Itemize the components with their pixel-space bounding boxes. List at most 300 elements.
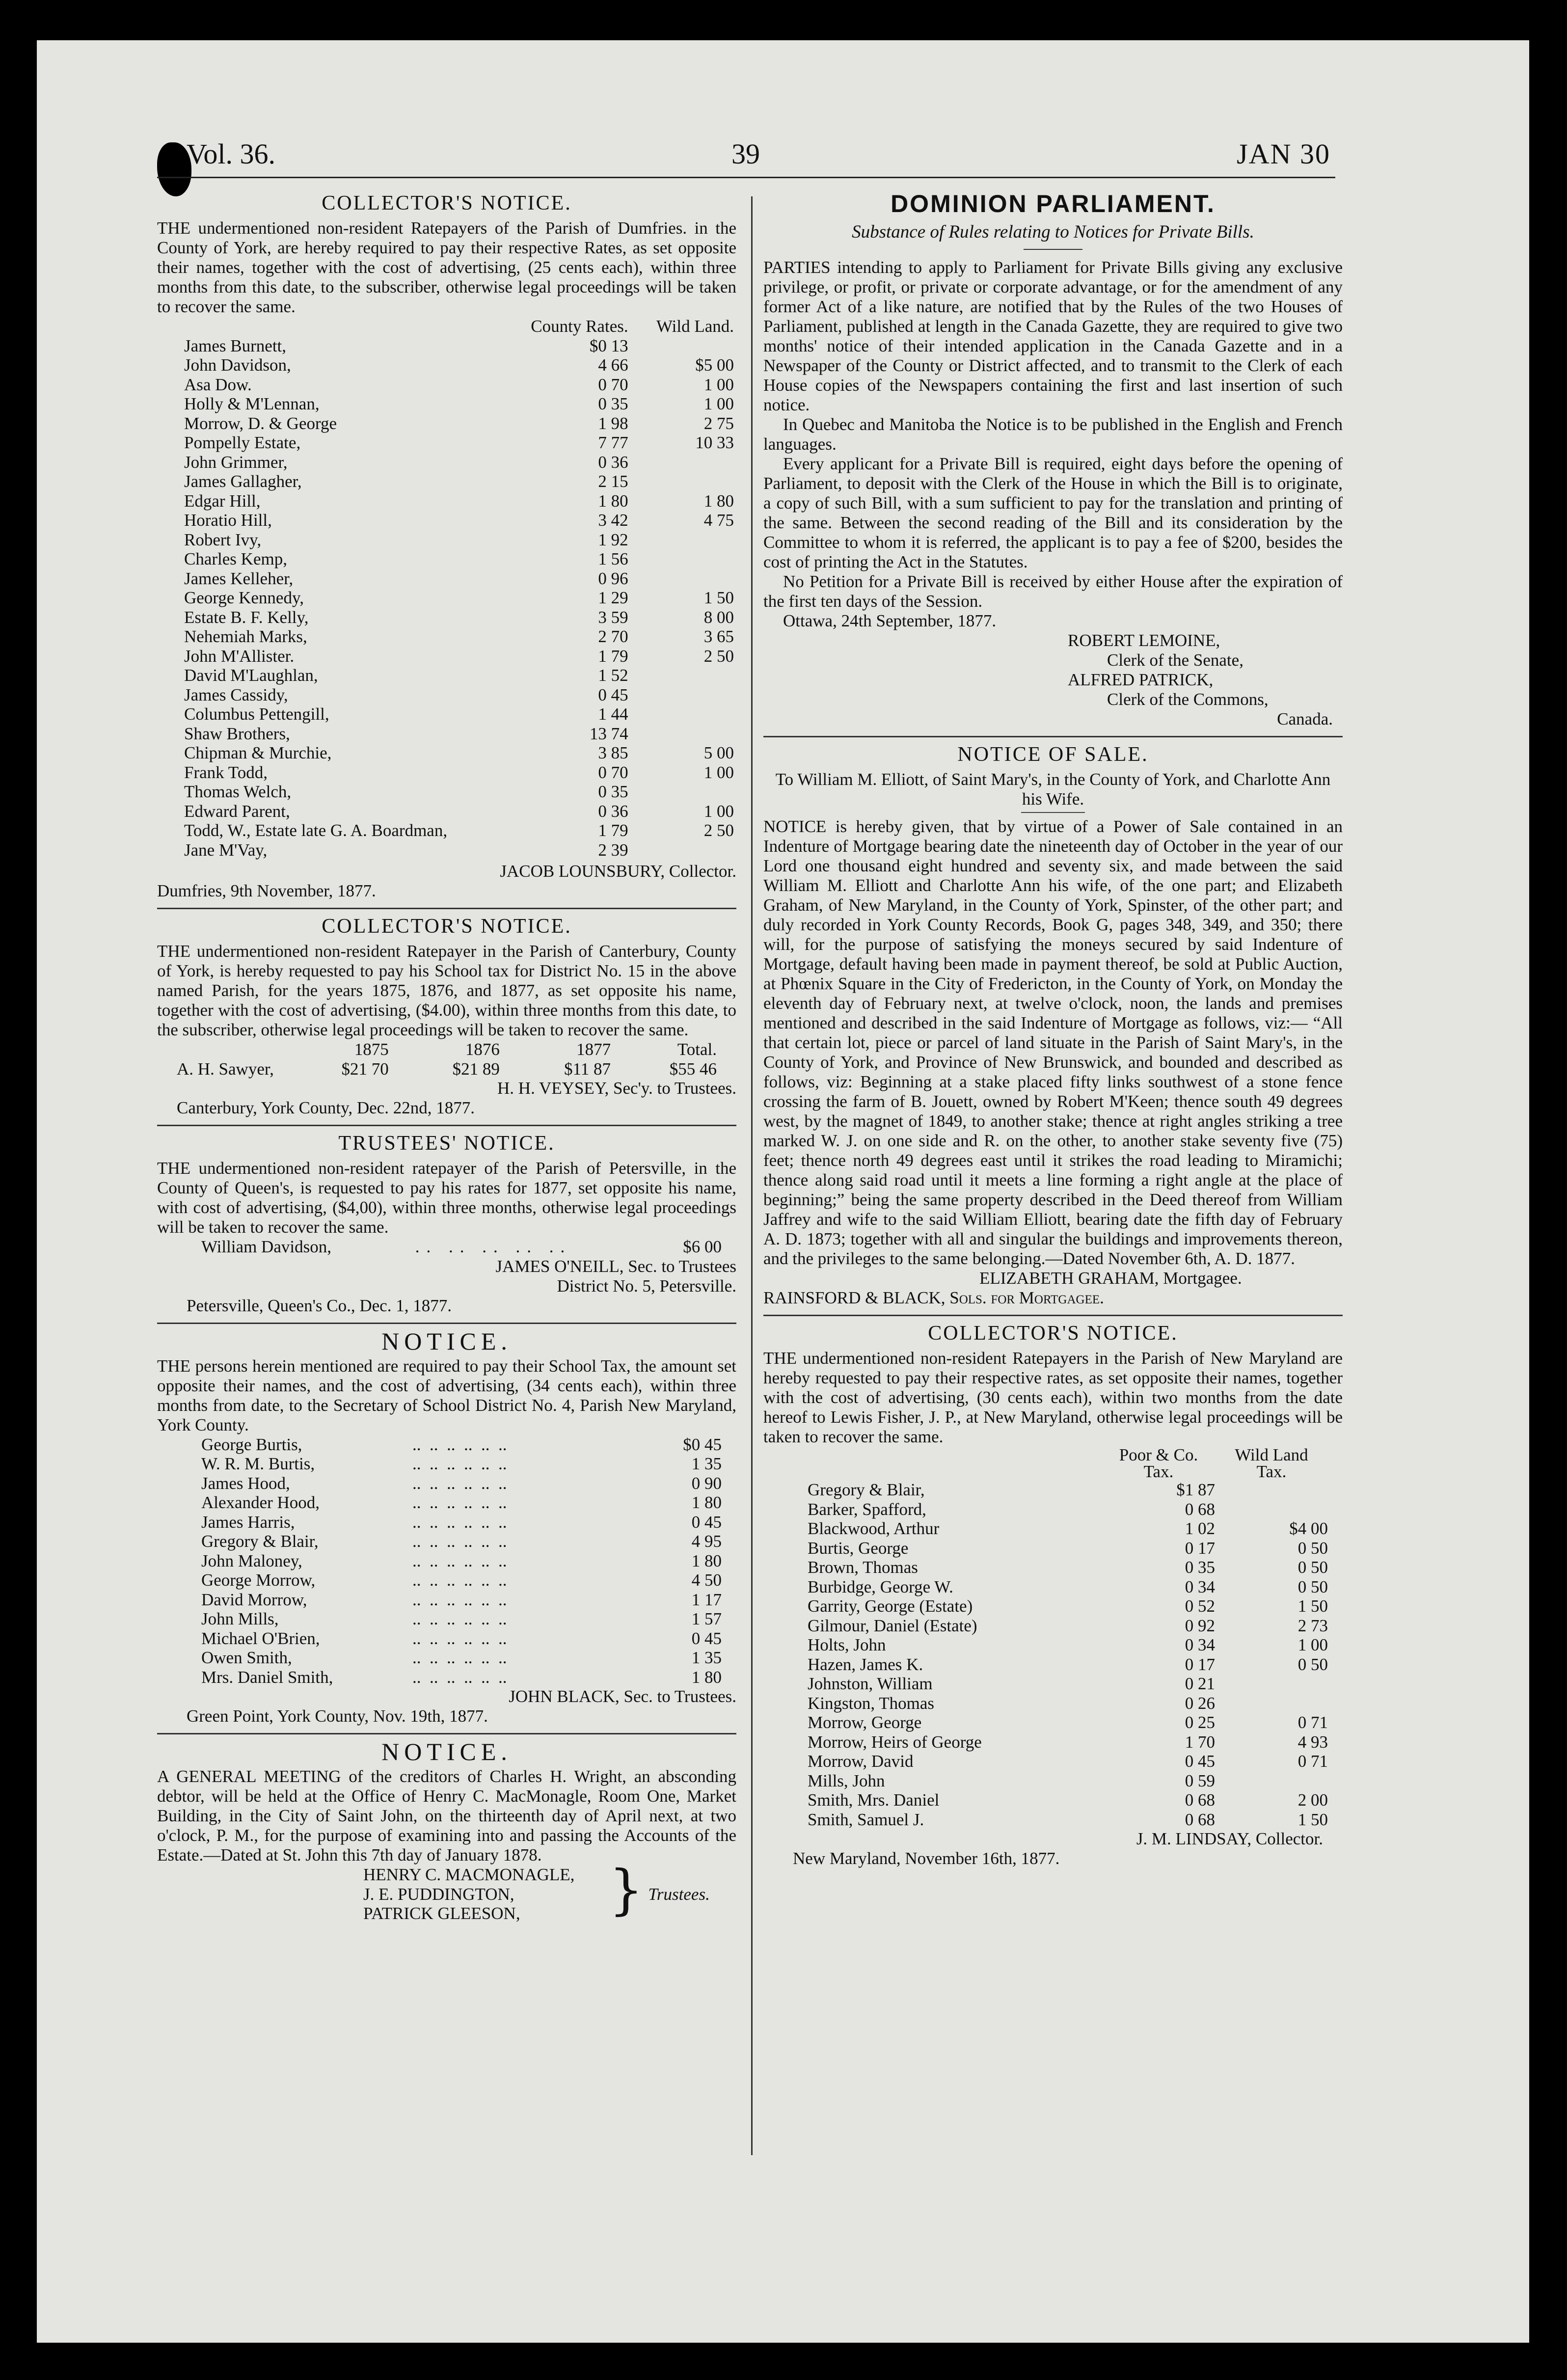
collector-notice-new-maryland: [763, 1322, 1343, 1868]
table-row: [808, 1732, 1328, 1752]
county-rate: 7 77: [598, 433, 628, 452]
ratepayer-name: David Morrow,: [201, 1590, 307, 1609]
table-row: [184, 627, 734, 647]
wild-land-rate: [628, 530, 734, 550]
table-row: [808, 1577, 1328, 1597]
ratepayer-name: James Harris,: [201, 1512, 295, 1532]
leader-dots: .. .. .. .. .. ..: [412, 1590, 507, 1609]
ratepayer-name: Estate B. F. Kelly,: [184, 607, 309, 627]
poor-tax: 0 17: [1185, 1654, 1215, 1674]
county-rate: 0 36: [598, 452, 628, 472]
poor-tax: 0 34: [1185, 1635, 1215, 1654]
tax-amount: $11 87: [564, 1059, 611, 1079]
table-row: [184, 414, 734, 433]
tax-amount: 1 80: [691, 1493, 722, 1512]
leader-dots: .. .. .. .. .. ..: [412, 1570, 507, 1590]
county-rate: 2 39: [598, 840, 628, 860]
received-date-stamp: JAN 30: [1237, 138, 1330, 170]
trustee-name: HENRY C. MACMONAGLE,: [363, 1865, 575, 1884]
county-rate: 1 79: [598, 821, 628, 840]
ratepayer-name: Garrity, George (Estate): [808, 1596, 973, 1616]
table-row: [201, 1474, 722, 1493]
leader-dots: .. .. .. .. .. ..: [412, 1473, 507, 1493]
header-rule: [157, 177, 1335, 178]
table-row: [184, 394, 734, 414]
ratepayer-name: Edward Parent,: [184, 801, 290, 821]
wild-land-tax: 1 50: [1297, 1810, 1328, 1829]
table-row: [808, 1635, 1328, 1655]
column-header: County Rates.: [531, 317, 628, 336]
wild-land-rate: [628, 336, 734, 356]
ratepayer-table: [184, 317, 734, 860]
wild-land-tax: 1 50: [1297, 1596, 1328, 1616]
trustee-name: PATRICK GLEESON,: [363, 1904, 520, 1923]
leader-dots: .. .. .. .. .. ..: [412, 1609, 507, 1628]
separator: [157, 1323, 736, 1324]
leader-dots: .. .. .. .. .. ..: [412, 1551, 507, 1570]
wild-land-rate: 10 33: [695, 433, 734, 452]
table-row: [184, 530, 734, 550]
notice-body: A GENERAL MEETING of the creditors of Charles H. Wright, an absconding debtor, will be held at the Office of Henry C. MacMonagle, Room One, Market Building, in the City of Saint John, on the thirteenth day of April next, at two o'clock, P. M., for the purpose of examining into and passing the Accounts of the Estate.—Dated at St. John this 7th day of January 1878.: [157, 1767, 736, 1865]
table-row: [808, 1500, 1328, 1519]
table-row: [184, 802, 734, 821]
ratepayer-name: Frank Todd,: [184, 762, 268, 782]
county-rate: 1 52: [598, 666, 628, 685]
table-row: [808, 1655, 1328, 1675]
notice-heading: NOTICE OF SALE.: [957, 743, 1149, 766]
notice-heading: COLLECTOR'S NOTICE.: [322, 192, 572, 215]
wild-land-tax: [1215, 1500, 1328, 1519]
tax-amount: 1 80: [691, 1667, 722, 1687]
wild-land-tax: 0 71: [1297, 1713, 1328, 1732]
tax-amount: 1 57: [691, 1609, 722, 1628]
ratepayer-name: Morrow, D. & George: [184, 413, 337, 433]
tax-amount: $6 00: [683, 1237, 722, 1256]
notice-body: THE undermentioned non-resident Ratepayers of the Parish of Dumfries. in the County of York, are hereby required to pay their respective Rates, as set opposite their names, together with the cost of advertising, (25 cents each), within three months from this date, to the subscriber, otherwise legal proceedings will be taken to recover the same.: [157, 218, 736, 316]
wild-land-tax: 0 50: [1297, 1558, 1328, 1577]
tax-amount: $21 70: [341, 1059, 389, 1079]
notice-heading: NOTICE.: [381, 1738, 512, 1765]
notice-dateline: New Maryland, November 16th, 1877.: [793, 1849, 1060, 1868]
wild-land-tax: 0 50: [1297, 1654, 1328, 1674]
wild-land-rate: [628, 724, 734, 744]
wild-land-tax: [1215, 1674, 1328, 1694]
poor-tax: 0 17: [1185, 1538, 1215, 1558]
wild-land-rate: 1 50: [703, 588, 734, 607]
column-divider: [751, 196, 753, 2155]
table-row: [184, 840, 734, 860]
wild-land-tax: [1215, 1694, 1328, 1713]
wild-land-rate: [628, 472, 734, 491]
tax-amount: $0 45: [683, 1434, 722, 1454]
school-tax-table: [177, 1040, 717, 1079]
tax-amount: $21 89: [452, 1059, 500, 1079]
table-row: [808, 1674, 1328, 1694]
page-header: [167, 137, 1330, 177]
table-row: [184, 355, 734, 375]
wild-land-rate: 1 00: [703, 762, 734, 782]
wild-land-rate: 5 00: [703, 743, 734, 762]
ratepayer-table: [808, 1447, 1328, 1829]
table-row: [184, 608, 734, 627]
notice-paragraph: Every applicant for a Private Bill is required, eight days before the opening of Parliament, to deposit with the Clerk of the House in which the Bill is to originate, a copy of such Bill, with a sum sufficient to pay for the translation and printing of the same. Between the second reading of the Bill and its consideration by the Committee to whom it is referred, the applicant is to pay a fee of $200, besides the cost of printing the Act in the Statutes.: [763, 454, 1343, 571]
table-row: [201, 1648, 722, 1668]
ratepayer-name: A. H. Sawyer,: [177, 1059, 274, 1079]
notice-signer: JAMES O'NEILL, Sec. to Trustees: [495, 1256, 736, 1276]
left-column: [157, 189, 736, 1923]
ratepayer-name: Gilmour, Daniel (Estate): [808, 1616, 977, 1635]
tax-amount: 1 35: [691, 1648, 722, 1667]
creditors-meeting-notice: [157, 1740, 736, 1923]
notice-dateline: Green Point, York County, Nov. 19th, 1877.: [187, 1706, 488, 1726]
ratepayer-table: [201, 1435, 722, 1687]
ratepayer-name: George Kennedy,: [184, 588, 304, 607]
county-rate: 0 70: [598, 762, 628, 782]
trustees-notice-petersville: [157, 1132, 736, 1316]
wild-land-rate: [628, 569, 734, 589]
table-row: [201, 1609, 722, 1629]
tax-amount: 0 45: [691, 1512, 722, 1532]
wild-land-rate: 1 00: [703, 375, 734, 394]
county-rate: 1 79: [598, 646, 628, 666]
ratepayer-name: James Kelleher,: [184, 568, 294, 588]
wild-land-rate: 1 00: [703, 394, 734, 413]
collector-notice-canterbury: [157, 915, 736, 1118]
tax-total: $55 46: [669, 1059, 717, 1079]
short-rule: [1021, 812, 1085, 813]
ratepayer-name: Morrow, George: [808, 1713, 922, 1732]
column-header: Tax.: [1256, 1462, 1287, 1481]
table-row: [808, 1752, 1328, 1771]
table-row: [201, 1435, 722, 1455]
table-row: [201, 1590, 722, 1610]
poor-tax: 0 21: [1185, 1674, 1215, 1693]
poor-tax: 0 68: [1185, 1499, 1215, 1519]
separator: [157, 1125, 736, 1126]
ratepayer-name: John Davidson,: [184, 355, 291, 375]
column-header: Wild Land: [1235, 1445, 1308, 1464]
ratepayer-name: George Burtis,: [201, 1434, 302, 1454]
notice-body: NOTICE is hereby given, that by virtue of a Power of Sale contained in an Indenture of Mortgage bearing date the nineteenth day of October in the year of our Lord one thousand eight hundred and seventy six, and made between the said William M. Elliott and Charlotte Ann his wife, of the one part; and Elizabeth Graham, of New Maryland, in the County of York, Spinster, of the other part; and duly recorded in York County Records, Book G, pages 348, 349, and 350; there will, for the purpose of satisfying the moneys secured by said Indenture of Mortgage, default having been made in payment thereof, be sold at Public Auction, at Phœnix Square in the City of Fredericton, in the County of York, on Monday the eleventh day of February next, at twelve o'clock, noon, the lands and premises mentioned and described in the said Indenture of Mortgage as follows, viz:— “All that certain lot, piece or parcel of land situate in the Parish of Saint Mary's, in the County of York, and Province of New Brunswick, and bounded and described as follows, viz: Beginning at a stake placed fifty links southwest of a stone fence crossing the farm of B. Jouett, owned by Robert M'Keen; thence south 49 degrees west, by the magnet of 1849, to another stake; thence at right angles striking a tree marked W. J. on one side and R. on the other, to another stake seventy five (75) feet; thence north 49 degrees east until it strikes the road leading to Miramichi; thence along said road until it meets a line forming a right angle at the place of beginning;” being the same property described in the Deed thereof from William Jaffrey and wife to the said William Elliott, bearing date the fifth day of February A. D. 1873; together with all and singular the buildings and improvements thereon, and the privileges to the same belonging.—Dated November 6th, A. D. 1877.: [763, 817, 1343, 1268]
trustee-role: Trustees.: [648, 1884, 710, 1904]
ratepayer-name: Morrow, Heirs of George: [808, 1732, 982, 1752]
ratepayer-name: Smith, Samuel J.: [808, 1810, 924, 1829]
wild-land-rate: 3 65: [703, 627, 734, 646]
ratepayer-name: Brown, Thomas: [808, 1558, 918, 1577]
wild-land-rate: 1 00: [703, 801, 734, 821]
wild-land-rate: [628, 666, 734, 685]
table-row: [184, 647, 734, 666]
ratepayer-name: Shaw Brothers,: [184, 724, 290, 743]
table-row: [808, 1480, 1328, 1500]
wild-land-tax: 0 50: [1297, 1577, 1328, 1596]
wild-land-rate: 2 50: [703, 646, 734, 666]
notice-heading: NOTICE.: [381, 1327, 512, 1355]
ratepayer-name: Horatio Hill,: [184, 511, 272, 530]
separator: [157, 908, 736, 909]
table-row: [808, 1694, 1328, 1713]
notice-subtitle: Substance of Rules relating to Notices for Private Bills.: [852, 222, 1254, 242]
year-header: Total.: [677, 1040, 717, 1059]
table-row: [184, 743, 734, 763]
table-row: [177, 1059, 717, 1079]
wild-land-rate: [628, 782, 734, 802]
table-row: [808, 1519, 1328, 1539]
poor-tax: 0 68: [1185, 1790, 1215, 1810]
short-rule: [1024, 249, 1082, 250]
county-rate: 1 44: [598, 704, 628, 724]
ratepayer-name: Hazen, James K.: [808, 1654, 923, 1674]
table-row: [808, 1558, 1328, 1577]
notice-body: THE undermentioned non-resident ratepayer of the Parish of Petersville, in the County of Queen's, is requested to pay his rates for 1877, set opposite his name, with cost of advertising, ($4,00), within three months, otherwise legal proceedings will be taken to recover the same.: [157, 1159, 736, 1237]
notice-of-sale: [763, 743, 1343, 1308]
table-row: [184, 724, 734, 744]
page-number: 39: [731, 138, 760, 170]
table-row: William Davidson, .. .. .. .. .. $6 00: [201, 1237, 722, 1256]
ratepayer-name: Pompelly Estate,: [184, 433, 301, 452]
notice-paragraph: No Petition for a Private Bill is received by either House after the expiration of the first ten days of the Session.: [763, 572, 1343, 611]
county-rate: 3 59: [598, 607, 628, 627]
separator: [157, 1733, 736, 1734]
table-row: [184, 763, 734, 783]
solicitors: RAINSFORD & BLACK, Sols. for Mortgagee.: [763, 1288, 1104, 1307]
wild-land-rate: [628, 549, 734, 569]
ratepayer-name: John Maloney,: [201, 1551, 302, 1570]
signer-name: ALFRED PATRICK,: [1068, 670, 1214, 689]
ratepayer-name: George Morrow,: [201, 1570, 316, 1590]
notice-signer: JOHN BLACK, Sec. to Trustees.: [509, 1687, 736, 1706]
county-rate: 0 36: [598, 801, 628, 821]
tax-amount: 1 35: [691, 1454, 722, 1473]
table-row: [201, 1493, 722, 1513]
ratepayer-name: Thomas Welch,: [184, 782, 292, 801]
county-rate: 2 15: [598, 472, 628, 491]
leader-dots: .. .. .. .. .. ..: [412, 1648, 507, 1667]
poor-tax: 0 45: [1185, 1752, 1215, 1771]
wild-land-tax: [1215, 1771, 1328, 1791]
poor-tax: 0 68: [1185, 1810, 1215, 1829]
tax-amount: 4 50: [691, 1570, 722, 1590]
county-rate: 2 70: [598, 627, 628, 646]
dominion-parliament-notice: [763, 190, 1343, 729]
notice-heading: DOMINION PARLIAMENT.: [891, 190, 1216, 217]
wild-land-tax: 2 73: [1297, 1616, 1328, 1635]
ratepayer-name: Smith, Mrs. Daniel: [808, 1790, 940, 1810]
wild-land-tax: 2 00: [1297, 1790, 1328, 1810]
ratepayer-name: Asa Dow.: [184, 375, 252, 394]
leader-dots: .. .. .. .. .. ..: [412, 1454, 507, 1473]
wild-land-rate: [628, 704, 734, 724]
notice-heading: TRUSTEES' NOTICE.: [338, 1132, 555, 1155]
year-header: 1876: [465, 1040, 500, 1059]
table-row: [808, 1539, 1328, 1558]
notice-signer: JACOB LOUNSBURY, Collector.: [500, 862, 736, 881]
county-rate: 0 70: [598, 375, 628, 394]
ratepayer-name: Michael O'Brien,: [201, 1628, 320, 1648]
brace-icon: }: [609, 1858, 644, 1921]
notice-signer: ELIZABETH GRAHAM, Mortgagee.: [979, 1269, 1242, 1288]
leader-dots: .. .. .. .. .. ..: [412, 1532, 507, 1551]
county-rate: 1 56: [598, 549, 628, 568]
table-row: [808, 1596, 1328, 1616]
county-rate: 1 92: [598, 530, 628, 549]
trustee-name: J. E. PUDDINGTON,: [363, 1884, 514, 1904]
ratepayer-name: Edgar Hill,: [184, 491, 261, 511]
ratepayer-name: David M'Laughlan,: [184, 666, 318, 685]
table-row: [808, 1616, 1328, 1636]
county-rate: 1 29: [598, 588, 628, 607]
wild-land-rate: 2 50: [703, 821, 734, 840]
table-row: [808, 1810, 1328, 1830]
table-row: [184, 685, 734, 705]
tax-amount: 0 90: [691, 1473, 722, 1493]
county-rate: 13 74: [589, 724, 628, 743]
signer-title: Clerk of the Senate,: [1107, 650, 1243, 670]
collector-notice-dumfries: [157, 192, 736, 901]
notice-body: THE persons herein mentioned are required to pay their School Tax, the amount set opposite their names, and the cost of advertising, (34 cents each), within three months from date, to the Secretary of School District No. 4, Parish New Maryland, York County.: [157, 1356, 736, 1434]
wild-land-rate: [628, 453, 734, 472]
table-row: [808, 1790, 1328, 1810]
notice-body: THE undermentioned non-resident Ratepayers in the Parish of New Maryland are hereby requested to pay their respective rates, as set opposite their names, together with the cost of advertising, (30 cents each), within two months from the date hereof to Lewis Fisher, J. P., at New Maryland, otherwise legal proceedings will be taken to recover the same.: [763, 1349, 1343, 1446]
county-rate: $0 13: [589, 336, 628, 355]
wild-land-tax: 4 93: [1297, 1732, 1328, 1752]
ratepayer-name: Burbidge, George W.: [808, 1577, 953, 1596]
ratepayer-name: James Burnett,: [184, 336, 287, 355]
ratepayer-name: Morrow, David: [808, 1752, 914, 1771]
poor-tax: $1 87: [1176, 1480, 1215, 1499]
wild-land-rate: [628, 840, 734, 860]
notice-district: District No. 5, Petersville.: [557, 1276, 736, 1296]
separator: [763, 736, 1343, 737]
ratepayer-name: Mrs. Daniel Smith,: [201, 1667, 333, 1687]
signer-name: ROBERT LEMOINE,: [1068, 631, 1220, 650]
table-row: [184, 453, 734, 472]
ratepayer-table: [201, 1237, 722, 1257]
table-row: [184, 704, 734, 724]
ratepayer-name: Todd, W., Estate late G. A. Boardman,: [184, 821, 448, 840]
ratepayer-name: Mills, John: [808, 1771, 885, 1790]
poor-tax: 0 25: [1185, 1713, 1215, 1732]
poor-tax: 0 59: [1185, 1771, 1215, 1790]
tax-amount: 1 80: [691, 1551, 722, 1570]
wild-land-rate: 1 80: [703, 491, 734, 511]
wild-land-tax: 0 50: [1297, 1538, 1328, 1558]
tax-amount: 1 17: [691, 1590, 722, 1609]
wild-land-tax: 0 71: [1297, 1752, 1328, 1771]
notice-body: THE undermentioned non-resident Ratepayer in the Parish of Canterbury, County of York, is hereby requested to pay his School tax for District No. 15 in the above named Parish, for the years 1875, 1876, and 1877, as set opposite his name, together with the cost of advertising, ($4.00), within three months from this date, to the subscriber, otherwise legal proceedings will be taken to recover the same.: [157, 942, 736, 1039]
notice-paragraph: PARTIES intending to apply to Parliament for Private Bills giving any exclusive privilege, or profit, or private or corporate advantage, or for the amendment of any former Act of a like nature, are notified that by the Rules of the two Houses of Parliament, published at length in the Canada Gazette, they are required to give two months' notice of their intended application in the Canada Gazette and in a Newspaper of the County or District affected, and to transmit to the Clerk of each House copies of the Newspapers containing the first and last insertion of such notice.: [763, 258, 1343, 414]
ratepayer-name: William Davidson,: [201, 1237, 331, 1256]
ratepayer-name: Charles Kemp,: [184, 549, 287, 568]
poor-tax: 0 26: [1185, 1693, 1215, 1713]
county-rate: 0 35: [598, 394, 628, 413]
table-row: [184, 782, 734, 802]
notice-signer: J. M. LINDSAY, Collector.: [1136, 1829, 1323, 1848]
right-column: [763, 189, 1343, 1868]
county-rate: 3 85: [598, 743, 628, 762]
poor-tax: 0 34: [1185, 1577, 1215, 1596]
ratepayer-name: Gregory & Blair,: [808, 1480, 925, 1499]
table-row: [808, 1713, 1328, 1732]
notice-dateline: Petersville, Queen's Co., Dec. 1, 1877.: [187, 1296, 452, 1315]
separator: [763, 1315, 1343, 1316]
poor-tax: 0 92: [1185, 1616, 1215, 1635]
signer-country: Canada.: [1277, 709, 1333, 729]
ratepayer-name: John Grimmer,: [184, 452, 288, 472]
table-row: [184, 821, 734, 840]
county-rate: 1 80: [598, 491, 628, 511]
wild-land-tax: $4 00: [1289, 1519, 1328, 1538]
table-row: [184, 491, 734, 511]
ratepayer-name: John Mills,: [201, 1609, 279, 1628]
table-row: [201, 1629, 722, 1649]
ratepayer-name: Nehemiah Marks,: [184, 627, 307, 646]
county-rate: 1 98: [598, 413, 628, 433]
ratepayer-name: Holts, John: [808, 1635, 886, 1654]
notice-dateline: Dumfries, 9th November, 1877.: [157, 881, 376, 900]
wild-land-rate: 8 00: [703, 607, 734, 627]
county-rate: 0 45: [598, 685, 628, 704]
table-row: [201, 1668, 722, 1687]
county-rate: 0 96: [598, 568, 628, 588]
ratepayer-name: Robert Ivy,: [184, 530, 262, 549]
poor-tax: 0 52: [1185, 1596, 1215, 1616]
county-rate: 0 35: [598, 782, 628, 801]
leader-dots: .. .. .. .. .. ..: [412, 1512, 507, 1532]
tax-amount: 0 45: [691, 1628, 722, 1648]
ratepayer-name: James Hood,: [201, 1473, 290, 1493]
ratepayer-name: Johnston, William: [808, 1674, 933, 1693]
table-row: [184, 511, 734, 530]
wild-land-tax: 1 00: [1297, 1635, 1328, 1654]
ratepayer-name: Blackwood, Arthur: [808, 1519, 940, 1538]
notice-heading: COLLECTOR'S NOTICE.: [322, 915, 572, 938]
notice-addressee: To William M. Elliott, of Saint Mary's, in the County of York, and Charlotte Ann his Wife.: [775, 770, 1331, 809]
table-row: [184, 472, 734, 491]
table-row: [201, 1570, 722, 1590]
leader-dots: .. .. .. .. .. ..: [412, 1493, 507, 1512]
year-header: 1875: [354, 1040, 389, 1059]
notice-dateline: Ottawa, 24th September, 1877.: [783, 611, 997, 630]
tax-amount: 4 95: [691, 1532, 722, 1551]
ratepayer-name: John M'Allister.: [184, 646, 295, 666]
volume-number: Vol. 36.: [187, 138, 276, 170]
column-header: Poor & Co.: [1119, 1445, 1198, 1464]
table-row: [184, 549, 734, 569]
table-row: [201, 1551, 722, 1571]
table-row: [184, 569, 734, 589]
poor-tax: 1 02: [1185, 1519, 1215, 1538]
poor-tax: 1 70: [1185, 1732, 1215, 1752]
ratepayer-name: Gregory & Blair,: [201, 1532, 319, 1551]
ratepayer-name: Alexander Hood,: [201, 1493, 320, 1512]
ratepayer-name: James Gallagher,: [184, 472, 302, 491]
column-header: Tax.: [1143, 1462, 1174, 1481]
column-header: Wild Land.: [656, 317, 734, 336]
table-row: [808, 1771, 1328, 1791]
county-rate: 3 42: [598, 511, 628, 530]
ratepayer-name: Barker, Spafford,: [808, 1499, 926, 1519]
notice-paragraph: In Quebec and Manitoba the Notice is to be published in the English and French languages.: [763, 415, 1343, 454]
notice-signer: H. H. VEYSEY, Sec'y. to Trustees.: [497, 1079, 736, 1098]
table-row: [184, 336, 734, 356]
wild-land-rate: $5 00: [695, 355, 734, 375]
wild-land-rate: [628, 685, 734, 705]
poor-tax: 0 35: [1185, 1558, 1215, 1577]
ratepayer-name: Kingston, Thomas: [808, 1693, 934, 1713]
ratepayer-name: W. R. M. Burtis,: [201, 1454, 315, 1473]
ratepayer-name: Chipman & Murchie,: [184, 743, 332, 762]
